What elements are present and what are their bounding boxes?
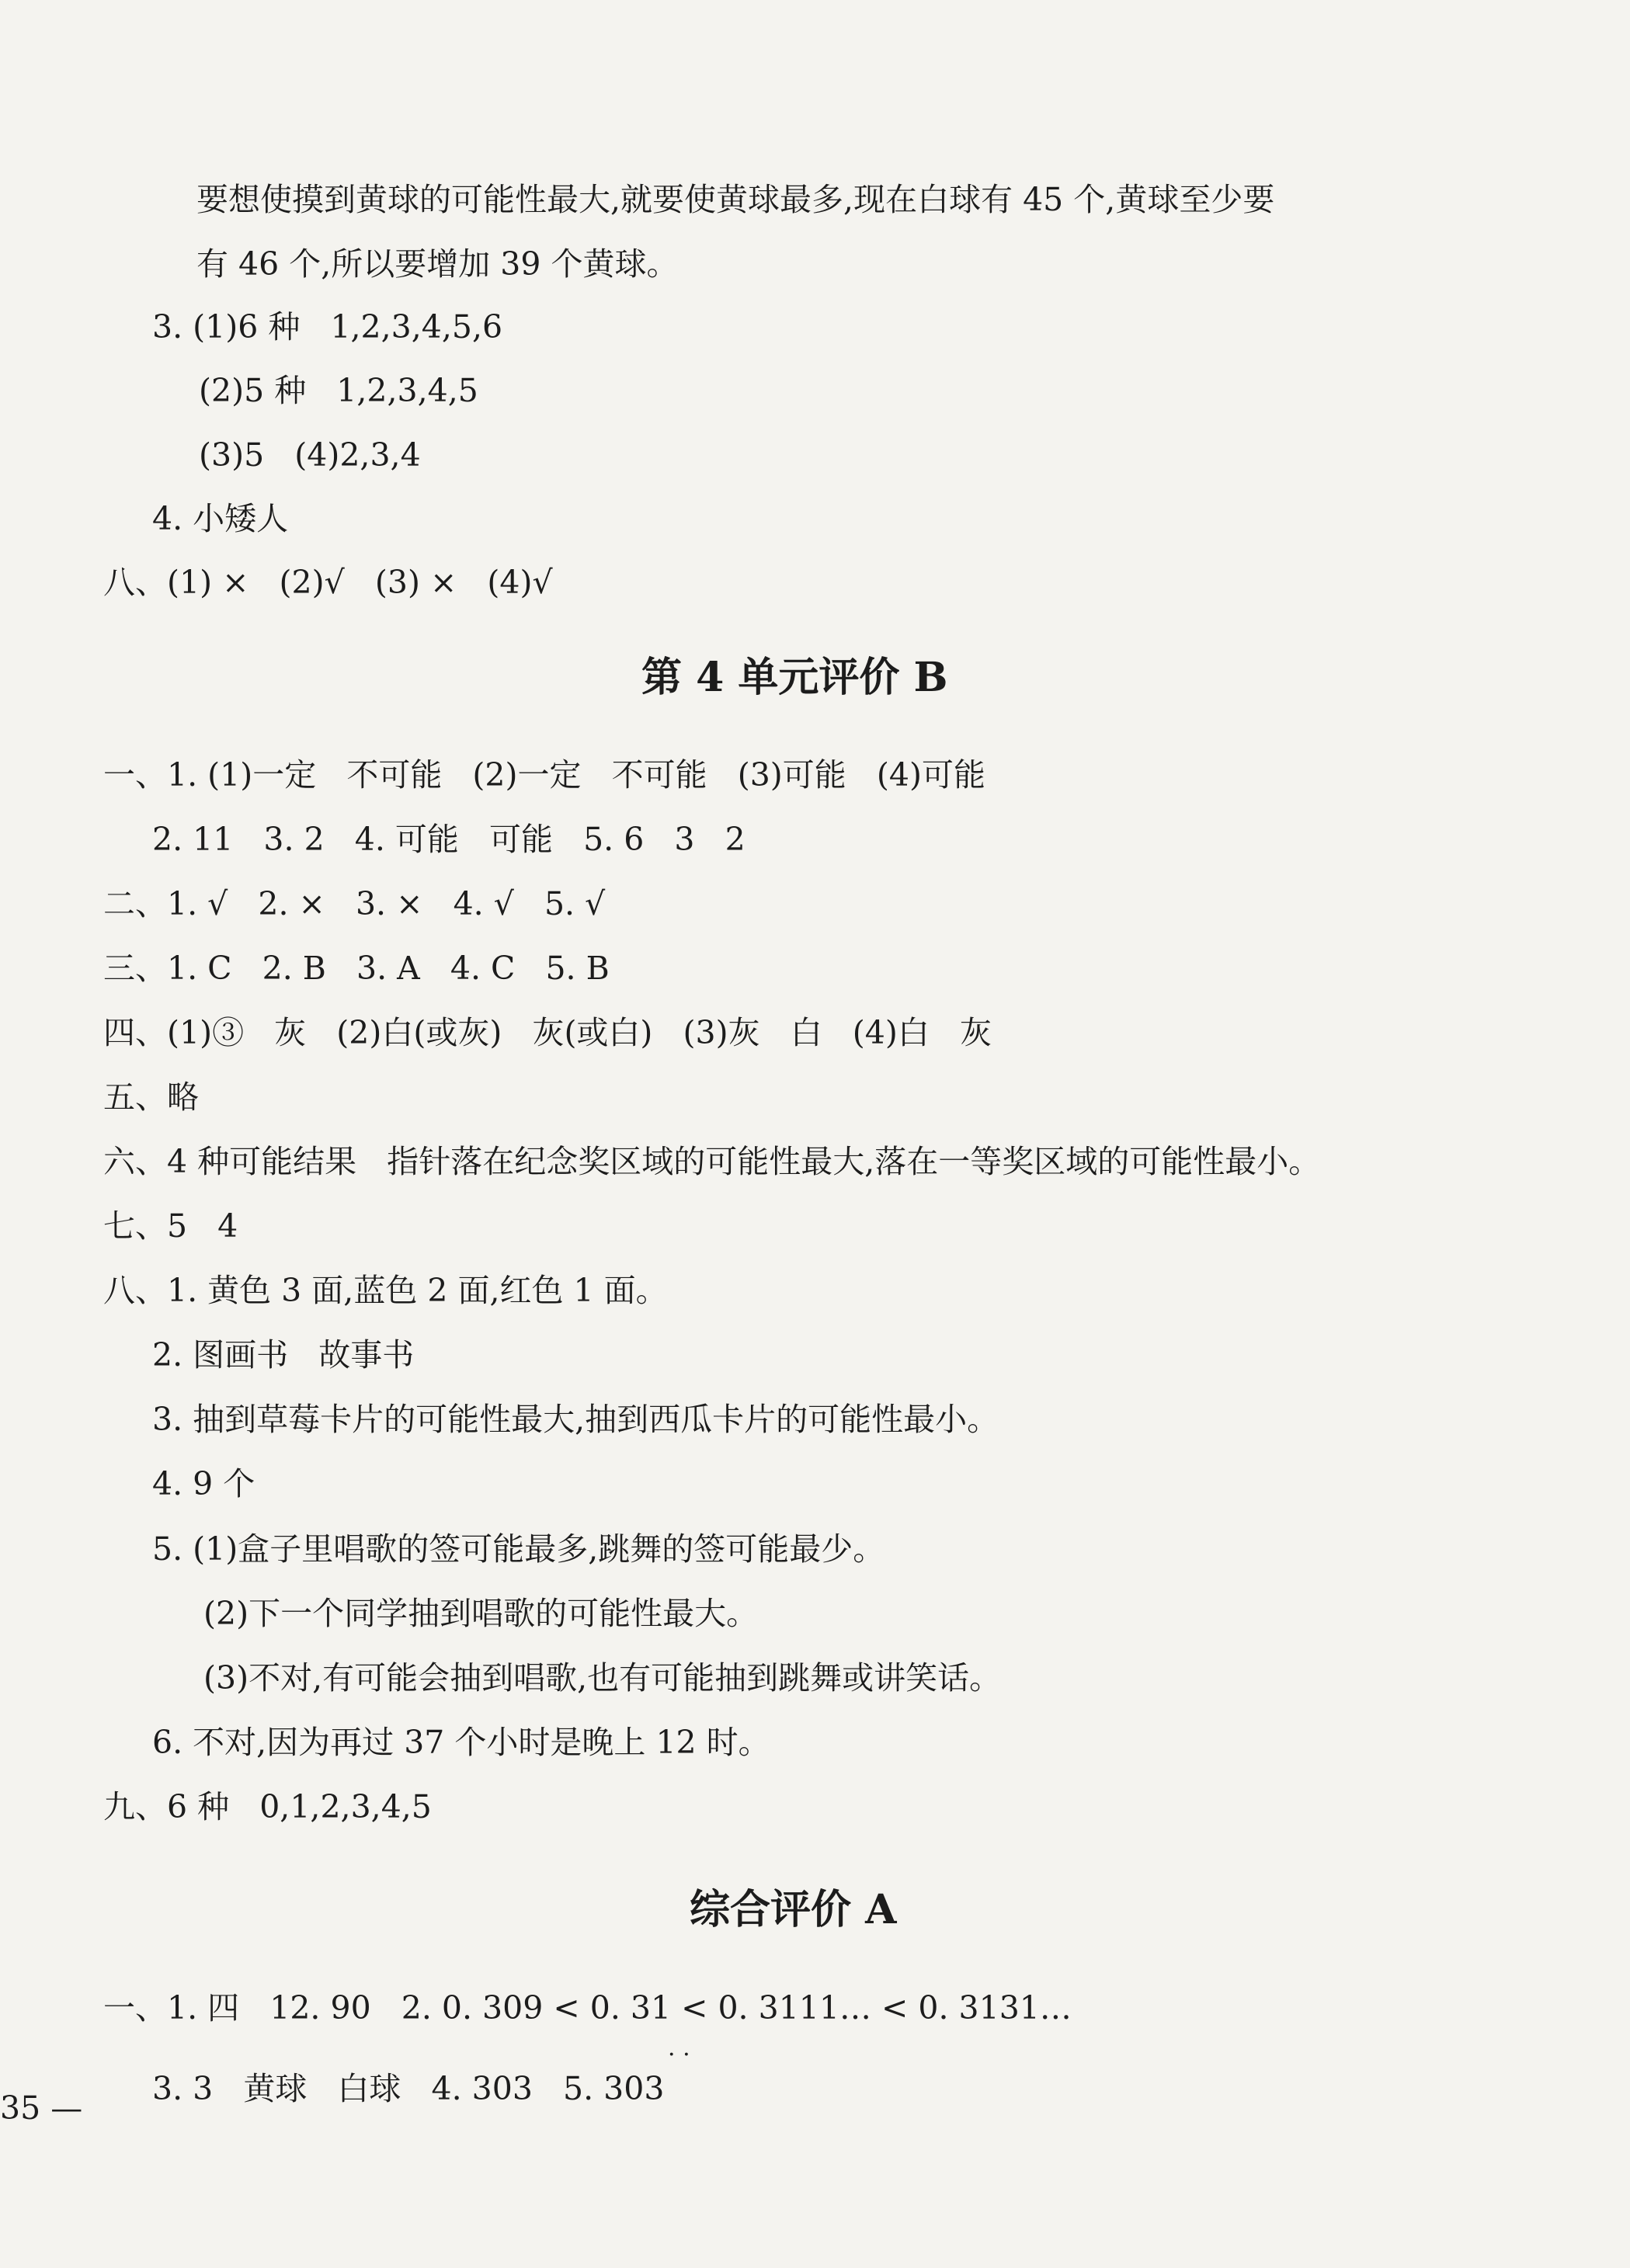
answer-line: (2)下一个同学抽到唱歌的可能性最大。 [203,1595,759,1632]
recurring-dots: · · [668,2041,690,2068]
section-heading: 第 4 单元评价 B [641,654,948,701]
answer-line: 2. 图画书 故事书 [152,1336,415,1374]
answer-line: 二、1. √ 2. × 3. × 4. √ 5. √ [103,885,606,922]
answer-line: 4. 9 个 [152,1465,255,1502]
answer-line: 三、1. C 2. B 3. A 4. C 5. B [103,950,610,987]
answer-line: 七、5 4 [103,1207,238,1245]
answer-line: 3. 抽到草莓卡片的可能性最大,抽到西瓜卡片的可能性最小。 [152,1401,999,1438]
answer-line: 八、(1) × (2)√ (3) × (4)√ [103,564,553,601]
answer-line: 要想使摸到黄球的可能性最大,就要使黄球最多,现在白球有 45 个,黄球至少要 [196,181,1275,218]
answer-line: 八、1. 黄色 3 面,蓝色 2 面,红色 1 面。 [103,1272,668,1309]
answer-line: (3)5 (4)2,3,4 [199,436,421,474]
answer-line: (2)5 种 1,2,3,4,5 [199,372,478,409]
answer-line: 3. (1)6 种 1,2,3,4,5,6 [152,308,503,346]
answer-line: 4. 小矮人 [152,500,289,537]
section-heading: 综合评价 A [690,1886,897,1933]
answer-line: 一、1. 四 12. 90 2. 0. 309 < 0. 31 < 0. 3111… < 0. 3131… [103,1989,1072,2027]
answer-line: 四、(1)③ 灰 (2)白(或灰) 灰(或白) (3)灰 白 (4)白 灰 [103,1014,992,1051]
answer-line: 5. (1)盒子里唱歌的签可能最多,跳舞的签可能最少。 [152,1530,885,1568]
answer-line: 五、略 [103,1078,199,1116]
answer-line: 六、4 种可能结果 指针落在纪念奖区域的可能性最大,落在一等奖区域的可能性最小。 [103,1143,1321,1180]
answer-line: 6. 不对,因为再过 37 个小时是晚上 12 时。 [152,1724,770,1761]
answer-line: 3. 3 黄球 白球 4. 303 5. 303 [152,2070,665,2107]
answer-line: 2. 11 3. 2 4. 可能 可能 5. 6 3 2 [152,821,745,858]
answer-line: 有 46 个,所以要增加 39 个黄球。 [196,245,679,283]
page-number: 35 — [0,2089,83,2127]
answer-line: 九、6 种 0,1,2,3,4,5 [103,1788,432,1825]
answer-line: 一、1. (1)一定 不可能 (2)一定 不可能 (3)可能 (4)可能 [103,756,985,794]
answer-line: (3)不对,有可能会抽到唱歌,也有可能抽到跳舞或讲笑话。 [203,1659,1002,1697]
